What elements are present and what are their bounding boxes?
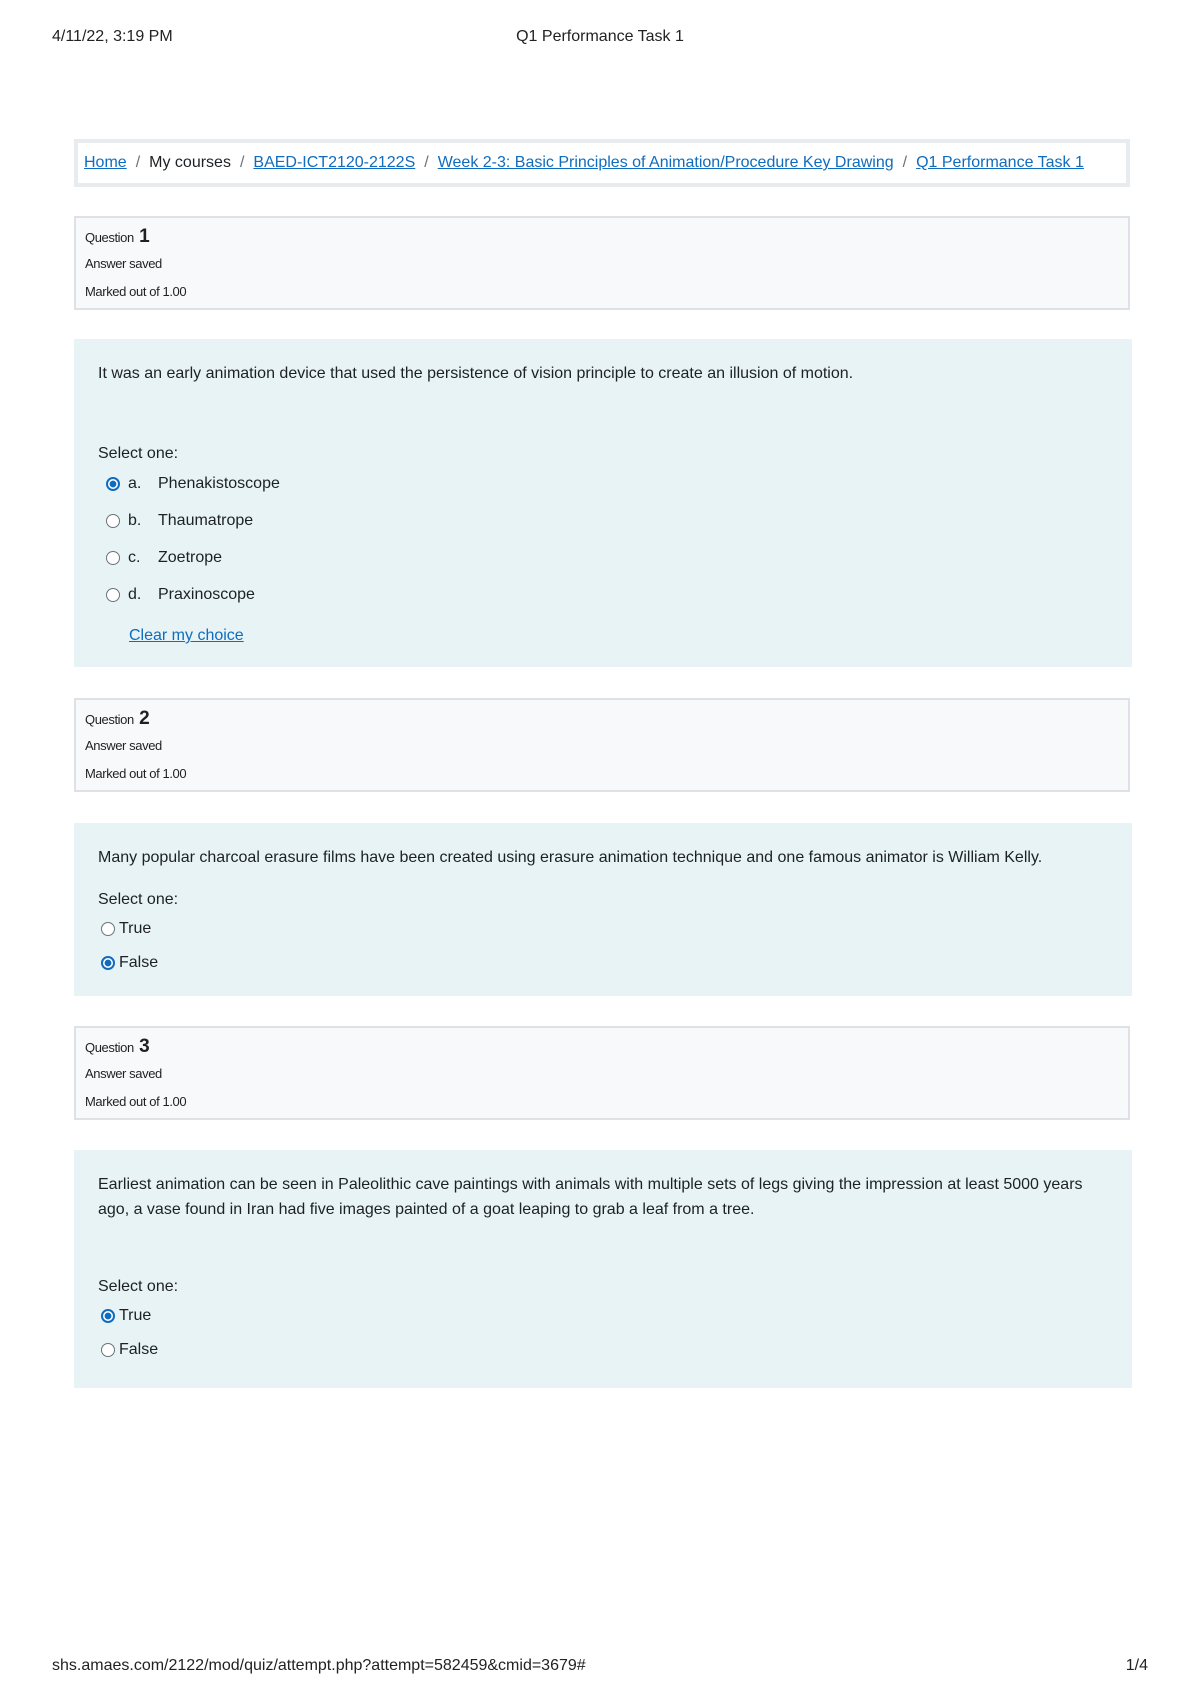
breadcrumb [74,139,1130,187]
option-label: Phenakistoscope [158,475,280,492]
radio-button-checked[interactable] [101,956,115,970]
breadcrumb-separator: / [424,154,429,171]
print-date: 4/11/22, 3:19 PM [52,28,173,45]
option-label: Praxinoscope [158,586,255,603]
option-label: Zoetrope [158,549,223,566]
breadcrumb-my-courses: My courses [149,154,231,171]
select-one-prompt: Select one: [98,891,179,908]
question-2-info [74,698,1130,792]
print-title: Q1 Performance Task 1 [516,28,684,45]
option-a[interactable] [106,475,280,493]
question-grade: Marked out of 1.00 [85,766,187,781]
breadcrumb-separator: / [239,154,245,171]
radio-button[interactable] [101,1343,115,1357]
question-state: Answer saved [85,256,162,271]
question-grade: Marked out of 1.00 [85,1094,187,1109]
breadcrumb-week-link[interactable]: Week 2-3: Basic Principles of Animation/Procedure Key Drawing [437,154,894,171]
question-number: Question 2 [85,708,150,729]
print-page-number: 1/4 [1125,1657,1148,1674]
option-true[interactable] [101,920,151,938]
print-url: shs.amaes.com/2122/mod/quiz/attempt.php?attempt=582459&cmid=3679# [52,1657,586,1674]
option-letter: a. [128,475,142,492]
option-label: True [119,920,152,937]
radio-button[interactable] [101,922,115,936]
option-c[interactable] [106,549,222,567]
option-letter: b. [128,512,142,529]
select-one-prompt: Select one: [98,1278,179,1295]
question-grade: Marked out of 1.00 [85,284,187,299]
radio-button-checked[interactable] [101,1309,115,1323]
breadcrumb-course-link[interactable]: BAED-ICT2120-2122S [253,154,416,171]
radio-button[interactable] [106,551,120,565]
breadcrumb-separator: / [902,154,908,171]
breadcrumb-separator: / [135,154,141,171]
question-2-content [74,823,1132,996]
option-false[interactable] [101,954,158,972]
question-text: It was an early animation device that used the persistence of vision principle to create an illusion of motion. [98,365,854,382]
select-one-prompt: Select one: [98,445,179,462]
option-true[interactable] [101,1307,151,1325]
question-number: Question 3 [85,1036,150,1057]
breadcrumb-home-link[interactable]: Home [84,154,127,171]
question-1-content [74,339,1132,667]
radio-button[interactable] [106,514,120,528]
question-3-info [74,1026,1130,1120]
option-b[interactable] [106,512,253,530]
option-false[interactable] [101,1341,158,1359]
question-state: Answer saved [85,738,162,753]
option-label: True [119,1307,152,1324]
question-3-content [74,1150,1132,1388]
radio-button-checked[interactable] [106,477,120,491]
option-letter: c. [128,549,141,566]
option-label: False [119,1341,159,1358]
question-text: Many popular charcoal erasure films have been created using erasure animation technique and one famous animator is William Kelly. [98,849,1043,866]
question-number: Question 1 [85,226,150,247]
option-label: False [119,954,159,971]
breadcrumb-task-link[interactable]: Q1 Performance Task 1 [916,154,1084,171]
clear-my-choice-link[interactable]: Clear my choice [129,627,244,644]
radio-button[interactable] [106,588,120,602]
question-state: Answer saved [85,1066,162,1081]
question-text: Earliest animation can be seen in Paleolithic cave paintings with animals with multiple sets of legs giving the impression at least 5000 years ago, a vase found in Iran had five images painted of a goat leaping to grab a leaf from a tree. [98,1176,1083,1218]
question-1-info [74,216,1130,310]
option-label: Thaumatrope [158,512,254,529]
option-letter: d. [128,586,142,603]
option-d[interactable] [106,586,255,604]
